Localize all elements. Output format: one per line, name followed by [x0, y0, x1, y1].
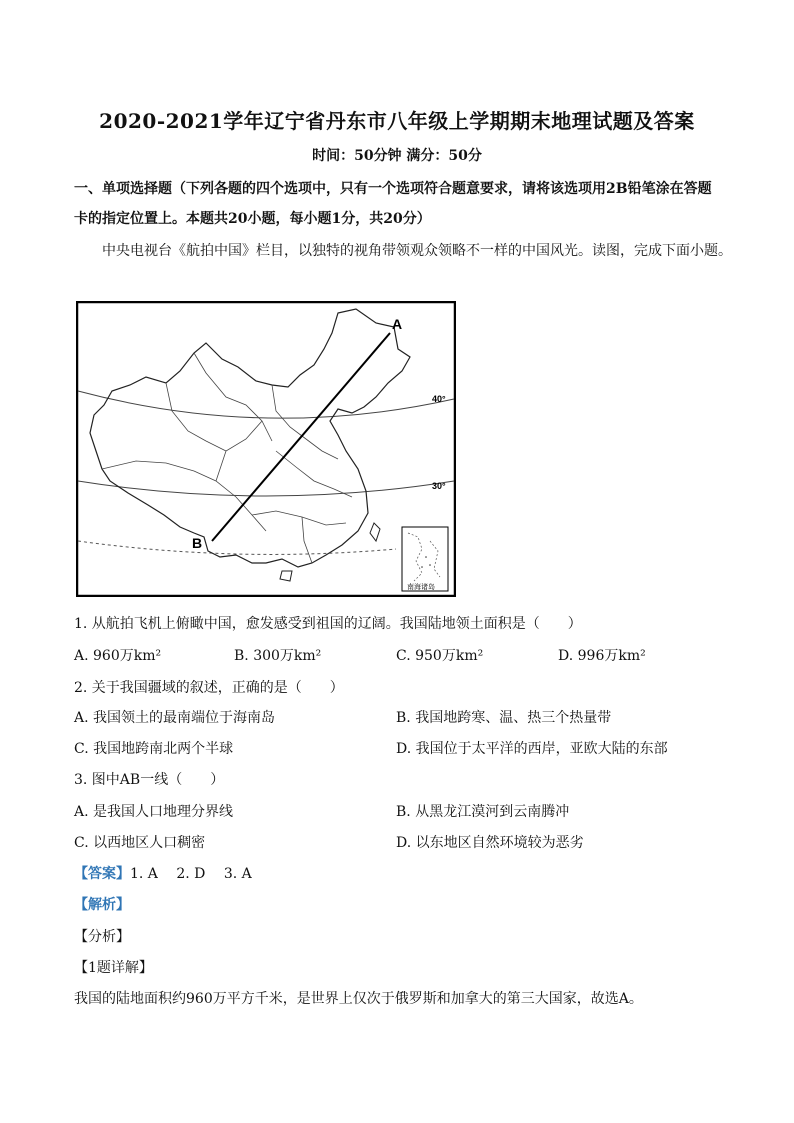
china-map-figure: [76, 301, 456, 597]
question-2-option-c: C. 我国地跨南北两个半球: [74, 741, 234, 757]
question-1-option-a: A. 960万km²: [74, 648, 162, 664]
section-heading-line2: 卡的指定位置上。本题共20小题，每小题1分，共20分）: [74, 211, 431, 227]
question-3-option-a: A. 是我国人口地理分界线: [74, 804, 234, 820]
analysis-tag: 【解析】: [74, 897, 130, 913]
detail-heading: 【1题详解】: [74, 960, 153, 976]
question-2-stem: 2. 关于我国疆域的叙述，正确的是（ ）: [74, 680, 344, 696]
label-a: A: [392, 316, 403, 332]
question-1-option-b: B. 300万km²: [234, 648, 322, 664]
question-1-option-d: D. 996万km²: [558, 648, 646, 664]
south-china-sea-inset: [402, 527, 448, 591]
detail-text: 我国的陆地面积约960万平方千米，是世界上仅次于俄罗斯和加拿大的第三大国家，故选A。: [74, 991, 643, 1007]
question-3-option-b: B. 从黑龙江漠河到云南腾冲: [396, 804, 570, 820]
answer-line: [74, 863, 252, 883]
label-b: B: [192, 535, 203, 551]
latitude-40-label: 40°: [432, 394, 446, 404]
intro-paragraph: 中央电视台《航拍中国》栏目，以独特的视角带领观众领略不一样的中国风光。读图，完成下面小题。: [102, 243, 732, 259]
question-3-stem: 3. 图中AB一线（ ）: [74, 772, 225, 788]
page-title: 2020-2021学年辽宁省丹东市八年级上学期期末地理试题及答案: [99, 109, 695, 133]
question-1-stem: 1. 从航拍飞机上俯瞰中国，愈发感受到祖国的辽阔。我国陆地领土面积是（ ）: [74, 616, 582, 632]
section-heading-line1: 一、单项选择题（下列各题的四个选项中，只有一个选项符合题意要求，请将该选项用2B铅笔涂在答题: [74, 181, 712, 197]
inset-label: 南海诸岛: [407, 583, 435, 591]
question-2-option-b: B. 我国地跨寒、温、热三个热量带: [396, 710, 612, 726]
question-3-option-c: C. 以西地区人口稠密: [74, 835, 206, 851]
question-3-option-d: D. 以东地区自然环境较为恶劣: [396, 835, 584, 851]
map-frame: [77, 302, 455, 596]
question-1-option-c: C. 950万km²: [396, 648, 484, 664]
answer-text: 1. A 2. D 3. A: [130, 866, 252, 882]
answer-tag: 【答案】: [74, 866, 130, 882]
latitude-30-label: 30°: [432, 481, 446, 491]
question-2-option-d: D. 我国位于太平洋的西岸，亚欧大陆的东部: [396, 741, 668, 757]
question-2-option-a: A. 我国领土的最南端位于海南岛: [74, 710, 276, 726]
fenxi-heading: 【分析】: [74, 929, 130, 945]
exam-info: 时间：50分钟 满分：50分: [312, 148, 482, 164]
